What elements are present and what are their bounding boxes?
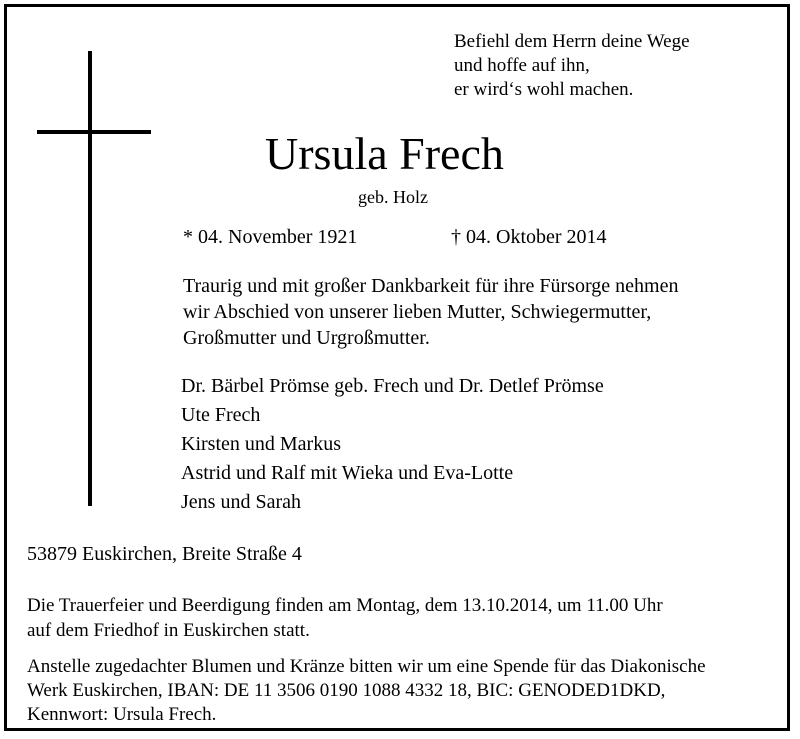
cross-horizontal-bar	[37, 130, 151, 134]
verse-line: er wird‘s wohl machen.	[454, 79, 634, 100]
death-date: † 04. Oktober 2014	[451, 226, 607, 248]
ceremony-line: auf dem Friedhof in Euskirchen statt.	[27, 620, 310, 641]
family-member: Kirsten und Markus	[181, 433, 341, 455]
donation-line: Werk Euskirchen, IBAN: DE 11 3506 0190 1088 4332 18, BIC: GENODED1DKD,	[27, 680, 666, 701]
birth-date: * 04. November 1921	[183, 226, 358, 248]
family-member: Astrid und Ralf mit Wieka und Eva-Lotte	[181, 462, 514, 484]
deceased-name: Ursula Frech	[265, 128, 504, 179]
family-member: Dr. Bärbel Prömse geb. Frech und Dr. Detlef Prömse	[181, 375, 604, 397]
family-list	[181, 372, 604, 517]
family-member: Ute Frech	[181, 404, 261, 426]
cross-vertical-bar	[88, 51, 92, 506]
family-address: 53879 Euskirchen, Breite Straße 4	[27, 543, 302, 565]
verse-line: Befiehl dem Herrn deine Wege	[454, 31, 690, 52]
bible-verse	[454, 30, 690, 102]
donation-info	[27, 655, 706, 727]
mourning-line: wir Abschied von unserer lieben Mutter, Schwiegermutter,	[183, 301, 652, 323]
family-member: Jens und Sarah	[181, 491, 301, 513]
mourning-line: Traurig und mit großer Dankbarkeit für ihre Fürsorge nehmen	[183, 275, 679, 297]
maiden-name: geb. Holz	[358, 187, 428, 207]
mourning-text	[183, 273, 678, 351]
ceremony-line: Die Trauerfeier und Beerdigung finden am Montag, dem 13.10.2014, um 11.00 Uhr	[27, 595, 663, 616]
verse-line: und hoffe auf ihn,	[454, 55, 590, 76]
donation-line: Kennwort: Ursula Frech.	[27, 704, 217, 725]
ceremony-info	[27, 593, 663, 643]
donation-line: Anstelle zugedachter Blumen und Kränze bitten wir um eine Spende für das Diakonische	[27, 656, 706, 677]
mourning-line: Großmutter und Urgroßmutter.	[183, 327, 430, 349]
